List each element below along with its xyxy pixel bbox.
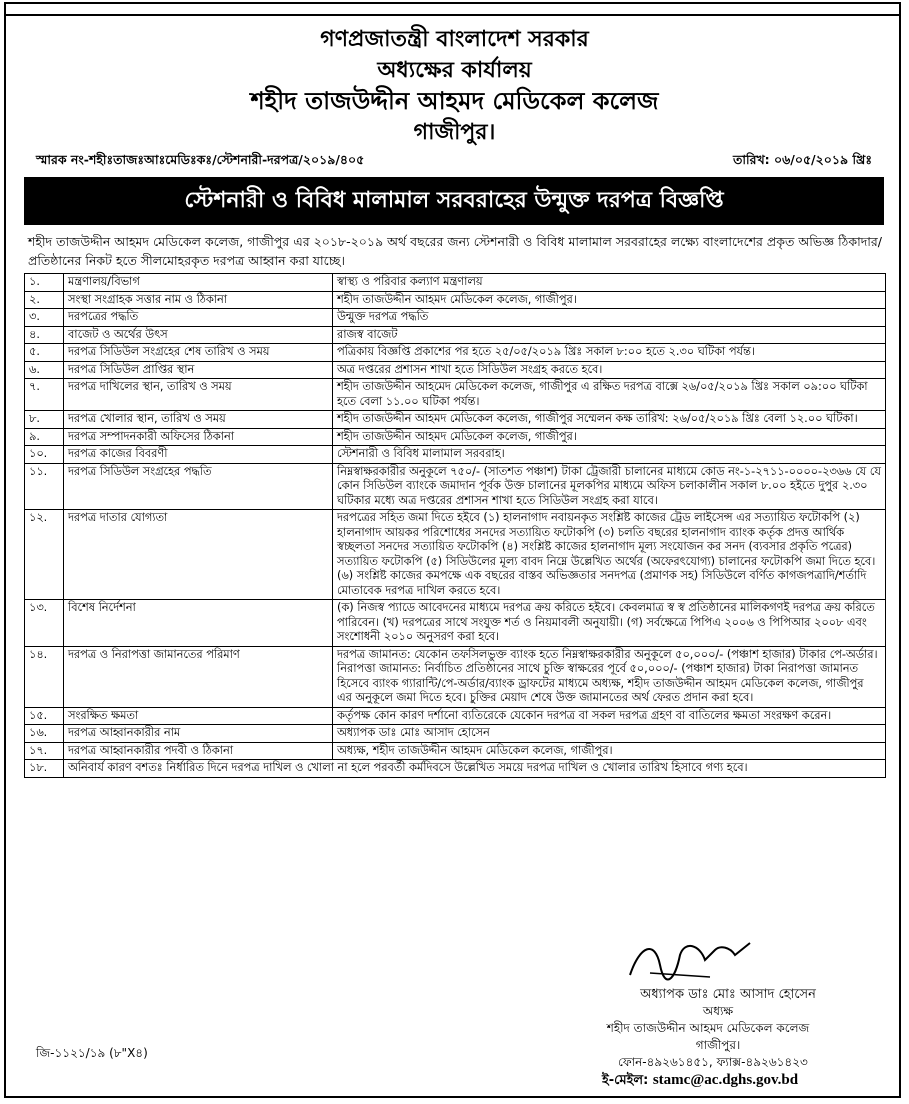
row-value: স্বাস্থ্য ও পরিবার কল্যাণ মন্ত্রণালয় (333, 274, 886, 292)
college-title: শহীদ তাজউদ্দীন আহমদ মেডিকেল কলেজ (250, 87, 659, 115)
row-number: ৭. (25, 379, 64, 411)
signatory-org: শহীদ তাজউদ্দীন আহমদ মেডিকেল কলেজ (606, 1021, 810, 1035)
email-address[interactable]: stamc@ac.dghs.gov.bd (652, 1072, 799, 1088)
signatory-title: অধ্যক্ষ (702, 1004, 734, 1018)
email-label: ই-মেইল: (602, 1073, 649, 1088)
row-value: শহীদ তাজউদ্দীন আহমেদ মেডিকেল কলেজ, গাজীপুর এ রক্ষিত দরপত্র বাক্সে ২৬/০৫/২০১৯ খ্রিঃ সকাল ০৯:০০ ঘটিকা হতে বেলা ১১.০০ ঘটিকা পর্যন্ত। (333, 379, 886, 411)
row-item: দরপত্র সিডিউল সংগ্রহের পদ্ধতি (64, 463, 333, 510)
row-number: ১. (25, 274, 64, 292)
row-value: রাজস্ব বাজেট (333, 326, 886, 344)
email-line (602, 1071, 798, 1092)
row-value: শহীদ তাজউদ্দীন আহমদ মেডিকেল কলেজ, গাজীপুর। (333, 428, 886, 446)
row-item: দরপত্র আহ্বানকারীর পদবী ও ঠিকানা (64, 742, 333, 760)
table-row (25, 742, 886, 760)
row-value: অধ্যক্ষ, শহীদ তাজউদ্দীন আহমদ মেডিকেল কলেজ, গাজীপুর। (333, 742, 886, 760)
row-value: (ক) নিজস্ব প্যাডে আবেদনের মাধ্যমে দরপত্র ক্রয় করিতে হইবে। কেবলমাত্র স্ব স্ব প্রতিষ্ঠানের মালিকগণই দরপত্র ক্রয় করিতে পারিবেন। (খ) দরপত্রের সাথে সংযুক্ত শর্ত ও নিয়মাবলী অনুযায়ী। (গ) সর্বক্ষেত্রে পিপিএ ২০০৬ ও পিপিআর ২০০৮ এবং সংশোধনী ২০১০ অনুসরণ করা হবে। (333, 600, 886, 647)
row-number: ৪. (25, 326, 64, 344)
table-row (25, 600, 886, 647)
tender-table (24, 273, 886, 778)
row-number: ১৮. (25, 760, 64, 778)
table-row (25, 326, 886, 344)
row-number: ৫. (25, 344, 64, 362)
row-item: দরপত্র দাতার যোগ্যতা (64, 510, 333, 600)
row-number: ১৩. (25, 600, 64, 647)
row-note: অনিবার্য কারণ বশতঃ নির্ধারিত দিনে দরপত্র দাখিল ও খোলা না হলে পরবর্তী কর্মদিবসে উল্লেখিত সময়ে দরপত্র দাখিল ও খোলার তারিখ হিসাবে গণ্য হবে। (64, 760, 886, 778)
row-number: ১১. (25, 463, 64, 510)
row-number: ৩. (25, 309, 64, 327)
table-row (25, 411, 886, 429)
signatory-city: গাজীপুর। (695, 1038, 741, 1052)
row-item: বাজেট ও অর্থের উৎস (64, 326, 333, 344)
table-row (25, 344, 886, 362)
row-value: অত্র দপ্তরের প্রশাসন শাখা হতে সিডিউল সংগ্রহ করতে হবে। (333, 361, 886, 379)
row-item: দরপত্র সিডিউল প্রাপ্তির স্থান (64, 361, 333, 379)
row-item: দরপত্র কাজের বিবরণী (64, 446, 333, 464)
row-number: ১৪. (25, 646, 64, 707)
row-value: শহীদ তাজউদ্দীন আহমদ মেডিকেল কলেজ, গাজীপুর সম্মেলন কক্ষ তারিখ: ২৬/০৫/২০১৯ খ্রিঃ বেলা ১২.০০ ঘটিকা। (333, 411, 886, 429)
table-row (25, 463, 886, 510)
table-row (25, 361, 886, 379)
intro-paragraph: শহীদ তাজউদ্দীন আহমদ মেডিকেল কলেজ, গাজীপুর এর ২০১৮-২০১৯ অর্থ বছরের জন্য স্টেশনারী ও বিবিধ মালামাল সরবরাহের লক্ষ্যে বাংলাদেশের প্রকৃত অভিজ্ঞ ঠিকাদার/প্রতিষ্ঠানের নিকট হতে সীলমোহরকৃত দরপত্র আহ্বান করা যাচ্ছে। (28, 234, 882, 268)
row-value: দরপত্রের সহিত জমা দিতে হইবে (১) হালনাগাদ নবায়নকৃত সংশ্লিষ্ট কাজের ট্রেড লাইসেন্স এর সত্যায়িত ফটোকপি (২) হালনাগাদ আয়কর পরিশোধের সনদের সত্যায়িত ফটোকপি (৩) চলতি বছরের হালনাগাদ ব্যাংক কর্তৃক প্রদত্ত আর্থিক স্বচ্ছলতা সনদের সত্যায়িত ফটোকপি (৪) সংশ্লিষ্ট কাজের হালনাগাদ মূল্য সংযোজন কর সনদ (ব্যবসার প্রকৃতি পত্রের) সত্যায়িত ফটোকপি (৫) সিডিউলের মূল্য বাবদ নিম্নে উল্লেখিত অর্থের (অফেরৎযোগ্য) চালানের ফটোকপি জমা দিতে হবে। (৬) সংশ্লিষ্ট কাজের কমপক্ষে এক বছরের বাস্তব অভিজ্ঞতার সনদপত্র (প্রমাণক সহ) সিডিউলে বর্ণিত কাগজপত্রাদি/শর্তাদি মোতাবেক দরপত্র দাখিল করতে হবে। (333, 510, 886, 600)
reference-line (36, 152, 872, 172)
table-row (25, 510, 886, 600)
row-value: অধ্যাপক ডাঃ মোঃ আসাদ হোসেন (333, 725, 886, 743)
table-row (25, 291, 886, 309)
phone-fax: ফোন-৪৯২৬১৪৫১, ফ্যাক্স-৪৯২৬১৪২৩ (618, 1055, 808, 1069)
table-row (25, 725, 886, 743)
table-row (25, 646, 886, 707)
memo-number: স্মারক নং-শহীঃতাজঃআঃমেডিঃকঃ/স্টেশনারী-দরপত্র/২০১৯/৪০৫ (36, 152, 365, 167)
row-item: দরপত্র সিডিউল সংগ্রহের শেষ তারিখ ও সময় (64, 344, 333, 362)
row-value: স্টেশনারী ও বিবিধ মালামাল সরবরাহ। (333, 446, 886, 464)
letterhead (0, 24, 909, 148)
row-item: বিশেষ নির্দেশনা (64, 600, 333, 647)
row-number: ২. (25, 291, 64, 309)
city-title: গাজীপুর। (413, 120, 496, 145)
row-item: সংস্থা সংগ্রাহক সত্তার নাম ও ঠিকানা (64, 291, 333, 309)
memo-date: তারিখ: ০৬/০৫/২০১৯ খ্রিঃ (732, 152, 872, 167)
row-item: দরপত্রের পদ্ধতি (64, 309, 333, 327)
row-number: ১৬. (25, 725, 64, 743)
row-item: দরপত্র আহ্বানকারীর নাম (64, 725, 333, 743)
table-row (25, 309, 886, 327)
row-item: দরপত্র দাখিলের স্থান, তারিখ ও সময় (64, 379, 333, 411)
ad-code: জি-১১২১/১৯ (৮"X৪) (36, 1046, 148, 1060)
row-item: সংরক্ষিত ক্ষমতা (64, 707, 333, 725)
row-item: দরপত্র খোলার স্থান, তারিখ ও সময় (64, 411, 333, 429)
row-number: ১৭. (25, 742, 64, 760)
row-value: নিম্নস্বাক্ষরকারীর অনুকূলে ৭৫০/- (সাতশত পঞ্চাশ) টাকা ট্রেজারী চালানের মাধ্যমে কোড নং-১-২৭১১-০০০০-২৩৬৬ যে যে কোন সিডিউল ব্যাংকে জমাদান পূর্বক উক্ত চালানের মূলকপির মাধ্যমে অফিস চলাকালীন সকাল ৮.০০ হইতে দুপুর ২.৩০ ঘটিকার মধ্যে অত্র দপ্তরের প্রশাসন শাখা হতে সিডিউল সংগ্রহ করা যাবে। (333, 463, 886, 510)
govt-title: গণপ্রজাতন্ত্রী বাংলাদেশ সরকার (320, 27, 589, 52)
row-value: কর্তৃপক্ষ কোন কারণ দর্শানো ব্যতিরেকে যেকোন দরপত্র বা সকল দরপত্র গ্রহণ বা বাতিলের ক্ষমতা সংরক্ষণ করেন। (333, 707, 886, 725)
table-row (25, 274, 886, 292)
row-number: ৯. (25, 428, 64, 446)
signatory-name: অধ্যাপক ডাঃ মোঃ আসাদ হোসেন (640, 987, 816, 1002)
row-number: ১৫. (25, 707, 64, 725)
row-item: দরপত্র সম্পাদনকারী অফিসের ঠিকানা (64, 428, 333, 446)
office-title: অধ্যক্ষের কার্যালয় (377, 58, 532, 83)
notice-banner: স্টেশনারী ও বিবিধ মালামাল সরবরাহের উন্মুক্ত দরপত্র বিজ্ঞপ্তি (24, 177, 884, 225)
table-row (25, 379, 886, 411)
row-item: মন্ত্রণালয়/বিভাগ (64, 274, 333, 292)
row-value: দরপত্র জামানত: যেকোন তফসিলভুক্ত ব্যাংক হতে নিম্নস্বাক্ষরকারীর অনুকূলে ৫০,০০০/- (পঞ্চাশ হাজার) টাকার পে-অর্ডার। নিরাপত্তা জামানত: নির্বাচিত প্রতিষ্ঠানের সাথে চুক্তি স্বাক্ষরের পূর্বে ৫০,০০০/- (পঞ্চাশ হাজার) টাকা নিরাপত্তা জামানত হিসেবে ব্যাংক গ্যারান্টি/পে-অর্ডার/ব্যাংক ড্রাফটের মাধ্যমে অধ্যক্ষ, শহীদ তাজউদ্দীন আহমদ মেডিকেল কলেজ, গাজীপুর এর অনুকূলে জমা দিতে হবে। চুক্তির মেয়াদ শেষে উক্ত জামানতের অর্থ ফেরত প্রদান করা হবে। (333, 646, 886, 707)
table-row (25, 707, 886, 725)
table-row (25, 446, 886, 464)
table-row-final (25, 760, 886, 778)
row-number: ১০. (25, 446, 64, 464)
row-value: পত্রিকায় বিজ্ঞপ্তি প্রকাশের পর হতে ২৫/০৫/২০১৯ খ্রিঃ সকাল ৮:০০ হতে ২.৩০ ঘটিকা পর্যন্ত। (333, 344, 886, 362)
table-row (25, 428, 886, 446)
row-number: ৮. (25, 411, 64, 429)
row-item: দরপত্র ও নিরাপত্তা জামানতের পরিমাণ (64, 646, 333, 707)
row-number: ৬. (25, 361, 64, 379)
row-value: শহীদ তাজউদ্দীন আহমদ মেডিকেল কলেজ, গাজীপুর। (333, 291, 886, 309)
row-number: ১২. (25, 510, 64, 600)
signature-mark (620, 935, 760, 985)
row-value: উন্মুক্ত দরপত্র পদ্ধতি (333, 309, 886, 327)
